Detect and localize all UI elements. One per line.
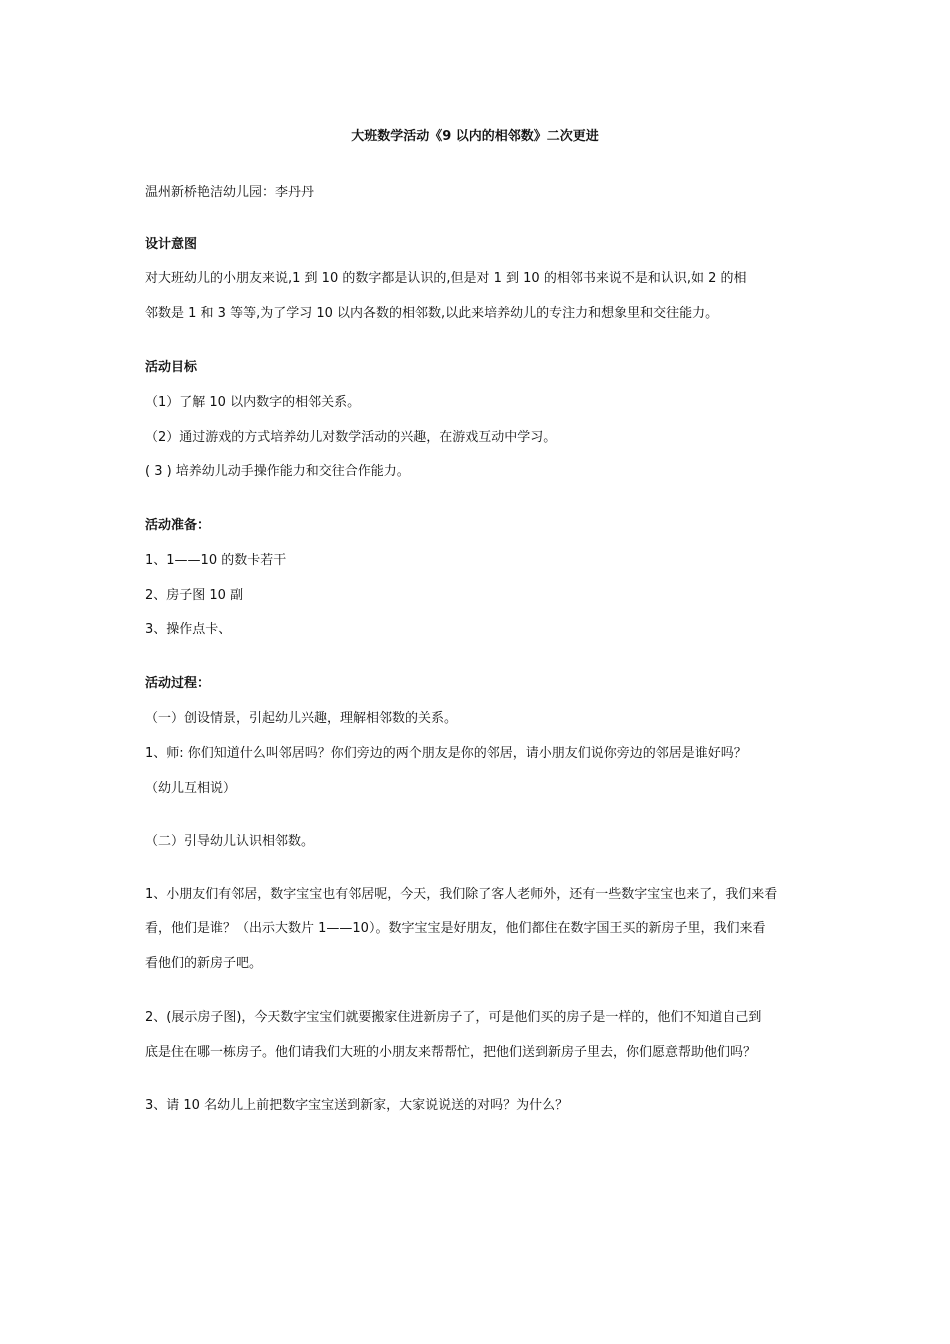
process-part1-title: （一）创设情景，引起幼儿兴趣，理解相邻数的关系。 bbox=[145, 711, 458, 726]
author-line: 温州新桥艳洁幼儿园：李丹丹 bbox=[145, 185, 315, 200]
process-step2-line2: 底是住在哪一栋房子。他们请我们大班的小朋友来帮帮忙，把他们送到新房子里去，你们愿意帮助他们吗？ bbox=[145, 1045, 757, 1060]
process-step1-line1: 1、小朋友们有邻居，数字宝宝也有邻居呢，今天，我们除了客人老师外，还有一些数字宝宝也来了，我们来看 bbox=[145, 887, 778, 902]
preparation-item-3: 3、操作点卡、 bbox=[145, 622, 232, 637]
process-part2-title: （二）引导幼儿认识相邻数。 bbox=[145, 834, 315, 849]
process-part1-item1: 1、师: 你们知道什么叫邻居吗？你们旁边的两个朋友是你的邻居，请小朋友们说你旁边的邻居是谁好吗？ bbox=[145, 746, 747, 761]
design-intent-heading: 设计意图 bbox=[145, 237, 198, 252]
goal-item-2: （2）通过游戏的方式培养幼儿对数学活动的兴趣，在游戏互动中学习。 bbox=[145, 430, 557, 445]
design-intent-line-2: 邻数是 1 和 3 等等,为了学习 10 以内各数的相邻数,以此来培养幼儿的专注力和想象里和交往能力。 bbox=[145, 306, 719, 321]
process-step3: 3、请 10 名幼儿上前把数字宝宝送到新家，大家说说送的对吗？为什么？ bbox=[145, 1098, 569, 1113]
process-step1-line3: 看他们的新房子吧。 bbox=[145, 956, 263, 971]
process-step1-line2: 看，他们是谁？（出示大数片 1——10）。数字宝宝是好朋友，他们都住在数字国王买的新房子里，我们来看 bbox=[145, 921, 766, 936]
process-part1-note: （幼儿互相说） bbox=[145, 781, 237, 796]
document-title: 大班数学活动《9 以内的相邻数》二次更进 bbox=[351, 129, 599, 144]
goal-item-3: ( 3 ) 培养幼儿动手操作能力和交往合作能力。 bbox=[145, 464, 410, 479]
process-step2-line1: 2、(展示房子图)，今天数字宝宝们就要搬家住进新房子了，可是他们买的房子是一样的，他们不知道自己到 bbox=[145, 1010, 762, 1025]
preparation-item-2: 2、房子图 10 副 bbox=[145, 588, 244, 603]
goal-item-1: （1）了解 10 以内数字的相邻关系。 bbox=[145, 395, 361, 410]
design-intent-line-1: 对大班幼儿的小朋友来说,1 到 10 的数字都是认识的,但是对 1 到 10 的相邻书来说不是和认识,如 2 的相 bbox=[145, 271, 747, 286]
process-heading: 活动过程： bbox=[145, 676, 211, 691]
preparation-item-1: 1、1——10 的数卡若干 bbox=[145, 553, 287, 568]
preparation-heading: 活动准备： bbox=[145, 518, 211, 533]
goals-heading: 活动目标 bbox=[145, 360, 198, 375]
